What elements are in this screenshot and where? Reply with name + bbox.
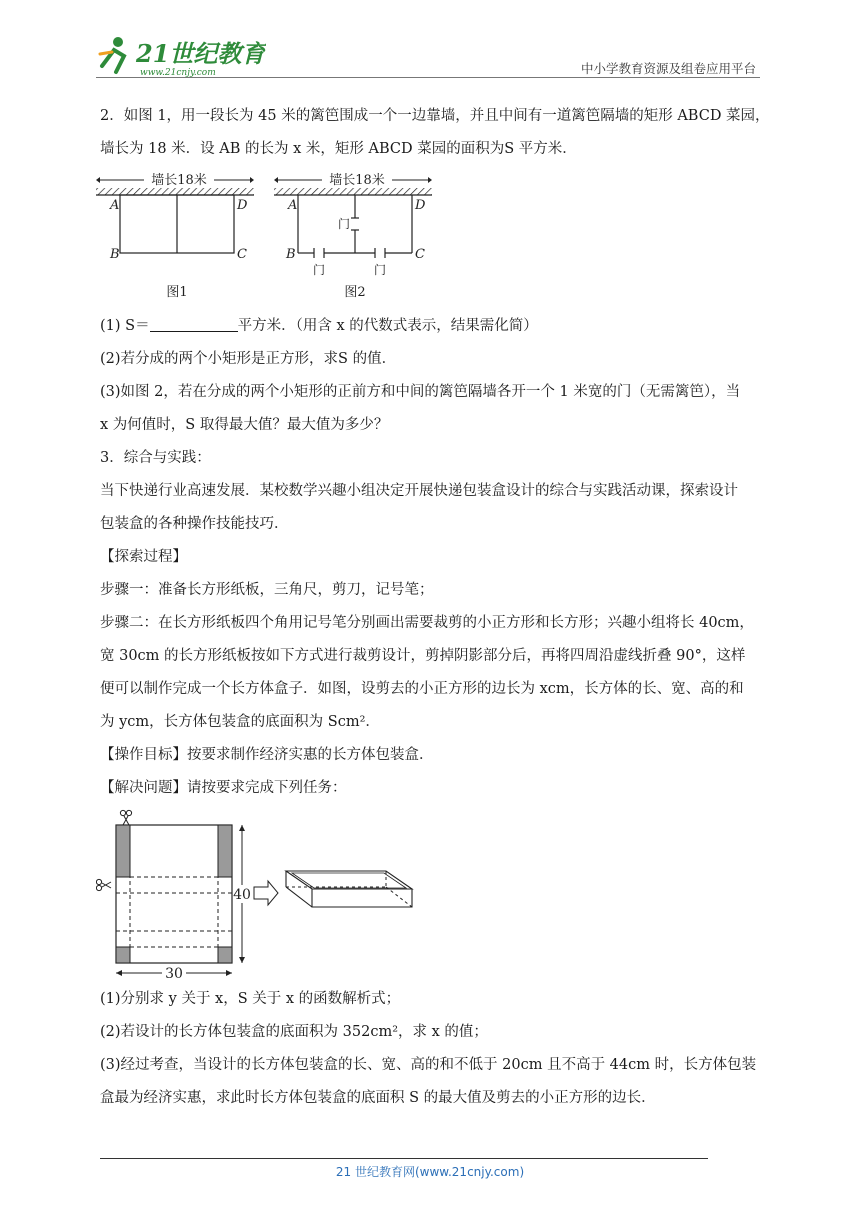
q3-step2-line2: 宽 30cm 的长方形纸板按如下方式进行裁剪设计，剪掉阴影部分后，再将四周沿虚线折叠 90°，这样 [100, 648, 746, 664]
dim-height-label: 40 [233, 887, 251, 903]
figure-2 [274, 172, 432, 300]
svg-text:www.21cnjy.com: www.21cnjy.com [140, 68, 216, 78]
q3-explore-heading: 【探索过程】 [100, 549, 187, 565]
q3-step2-line1: 步骤二：在长方形纸板四个角用记号笔分别画出需要裁剪的小正方形和长方形；兴趣小组将长 40cm， [100, 615, 754, 631]
fig1-caption: 图1 [166, 285, 188, 300]
arrow-right-icon [254, 881, 278, 905]
q3-sub1: (1)分别求 y 关于 x，S 关于 x 的函数解析式； [100, 991, 401, 1007]
q3-step2-line3: 便可以制作完成一个长方体盒子．如图，设剪去的小正方形的边长为 xcm，长方体的长、宽、高的和 [100, 681, 744, 697]
platform-name: 中小学教育资源及组卷应用平台 [580, 61, 756, 76]
svg-text:A: A [288, 198, 298, 213]
q3-intro-1: 当下快递行业高速发展．某校数学兴趣小组决定开展快递包装盒设计的综合与实践活动课，探索设计 [100, 483, 738, 499]
dim-width-label: 30 [165, 966, 183, 982]
scissors-icon-left [96, 879, 111, 890]
q2-line1: 2．如图 1，用一段长为 45 米的篱笆围成一个一边靠墙，并且中间有一道篱笆隔墙的矩形 ABCD 菜园， [100, 108, 770, 124]
fig2-caption: 图2 [344, 285, 366, 300]
q2-sub3-line2: x 为何值时，S 取得最大值？最大值为多少？ [100, 417, 389, 433]
page-header [96, 32, 760, 80]
svg-text:C: C [415, 247, 425, 262]
site-logo [96, 32, 266, 80]
svg-text:21世纪教育: 21世纪教育 [136, 39, 266, 68]
q3-intro-2: 包装盒的各种操作技能技巧． [100, 516, 289, 532]
q3-step2-line4: 为 ycm，长方体包装盒的底面积为 Scm²． [100, 714, 380, 730]
svg-text:B: B [286, 247, 296, 262]
q2-sub1: (1) S＝ 平方米．（用含 x 的代数式表示，结果需化简） [100, 310, 764, 343]
svg-text:D: D [415, 198, 426, 213]
question-content [100, 100, 770, 1115]
box-3d [286, 871, 412, 907]
q3-sub3-line2: 盒最为经济实惠，求此时长方体包装盒的底面积 S 的最大值及剪去的小正方形的边长． [100, 1090, 656, 1106]
box-net-figure [96, 807, 426, 983]
svg-text:C: C [237, 247, 247, 262]
footer-link[interactable]: 21 世纪教育网(www.21cnjy.com) [335, 1165, 525, 1179]
svg-text:D: D [237, 198, 248, 213]
q3-sub2: (2)若设计的长方体包装盒的底面积为 352cm²，求 x 的值； [100, 1024, 488, 1040]
svg-text:A: A [110, 198, 120, 213]
wall-length-label-1: 墙长18米 [151, 173, 207, 188]
footer-divider [100, 1158, 708, 1159]
svg-text:B: B [110, 247, 120, 262]
svg-text:门: 门 [374, 263, 387, 277]
q3-title: 3．综合与实践： [100, 450, 211, 466]
q2-sub3-line1: (3)如图 2，若在分成的两个小矩形的正前方和中间的篱笆隔墙各开一个 1 米宽的门（无需篱笆），当 [100, 384, 741, 400]
scissors-icon-top [120, 810, 131, 825]
q3-solve-heading: 【解决问题】请按要求完成下列任务： [100, 780, 347, 796]
q3-goal: 【操作目标】按要求制作经济实惠的长方体包装盒． [100, 747, 434, 763]
fence-figures [96, 168, 456, 314]
q3-step1: 步骤一：准备长方形纸板，三角尺，剪刀，记号笔； [100, 582, 434, 598]
q2-sub2: (2)若分成的两个小矩形是正方形，求S 的值． [100, 351, 397, 367]
svg-text:门: 门 [313, 263, 326, 277]
header-divider [96, 77, 760, 78]
answer-blank [150, 313, 238, 332]
wall-length-label-2: 墙长18米 [329, 173, 385, 188]
q3-sub3-line1: (3)经过考查，当设计的长方体包装盒的长、宽、高的和不低于 20cm 且不高于 44cm 时，长方体包装 [100, 1057, 757, 1073]
svg-text:门: 门 [338, 217, 351, 231]
q2-line2: 墙长为 18 米．设 AB 的长为 x 米，矩形 ABCD 菜园的面积为S 平方米． [100, 141, 577, 157]
figure-1 [96, 172, 254, 300]
